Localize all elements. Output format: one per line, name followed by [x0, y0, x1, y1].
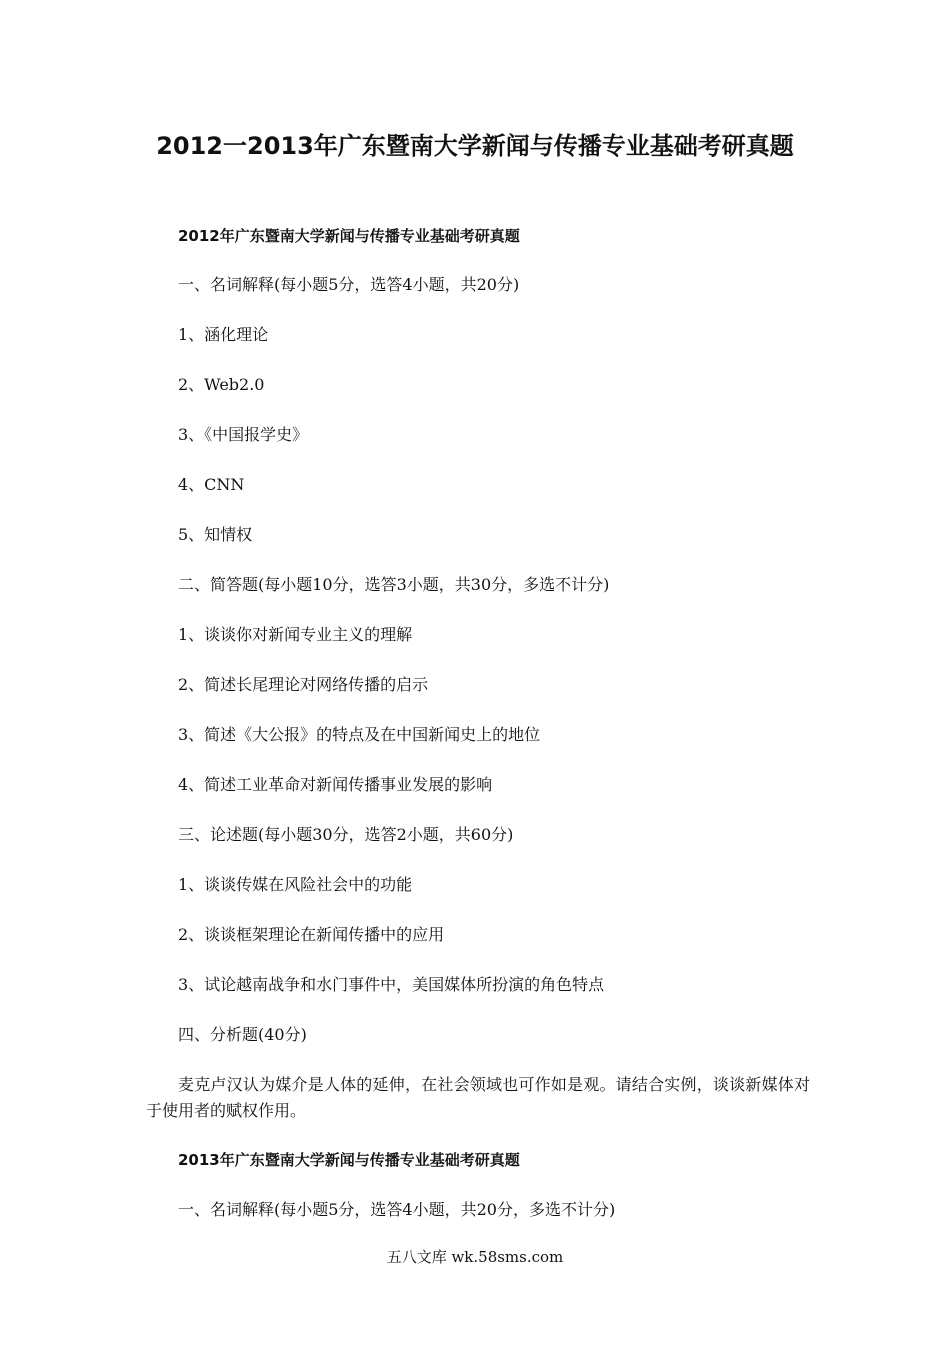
list-item: 1、涵化理论	[178, 325, 269, 344]
list-item: 2、简述长尾理论对网络传播的启示	[178, 675, 429, 694]
section-3-title: 三、论述题(每小题30分，选答2小题，共60分)	[178, 825, 514, 844]
section-1-title-2013: 一、名词解释(每小题5分，选答4小题，共20分，多选不计分)	[178, 1200, 616, 1219]
exam-2013-heading: 2013年广东暨南大学新闻与传播专业基础考研真题	[178, 1151, 520, 1169]
list-item: 4、CNN	[178, 475, 245, 494]
list-item: 3、《中国报学史》	[178, 425, 309, 444]
list-item: 4、简述工业革命对新闻传播事业发展的影响	[178, 775, 493, 794]
list-item: 2、Web2.0	[178, 375, 265, 394]
list-item: 3、简述《大公报》的特点及在中国新闻史上的地位	[178, 725, 541, 744]
footer-watermark: 五八文库 wk.58sms.com	[386, 1248, 564, 1266]
analysis-paragraph: 麦克卢汉认为媒介是人体的延伸，在社会领域也可作如是观。请结合实例，谈谈新媒体对于使用者的赋权作用。	[146, 1075, 810, 1120]
list-item: 5、知情权	[178, 525, 253, 544]
document-title: 2012一2013年广东暨南大学新闻与传播专业基础考研真题	[156, 132, 794, 160]
list-item: 1、谈谈你对新闻专业主义的理解	[178, 625, 413, 644]
list-item: 3、试论越南战争和水门事件中，美国媒体所扮演的角色特点	[178, 975, 605, 994]
section-2-title: 二、简答题(每小题10分，选答3小题，共30分，多选不计分)	[178, 575, 610, 594]
section-4-title: 四、分析题(40分)	[178, 1025, 307, 1044]
list-item: 1、谈谈传媒在风险社会中的功能	[178, 875, 413, 894]
exam-2012-heading: 2012年广东暨南大学新闻与传播专业基础考研真题	[178, 227, 520, 245]
section-1-title: 一、名词解释(每小题5分，选答4小题，共20分)	[178, 275, 520, 294]
list-item: 2、谈谈框架理论在新闻传播中的应用	[178, 925, 445, 944]
